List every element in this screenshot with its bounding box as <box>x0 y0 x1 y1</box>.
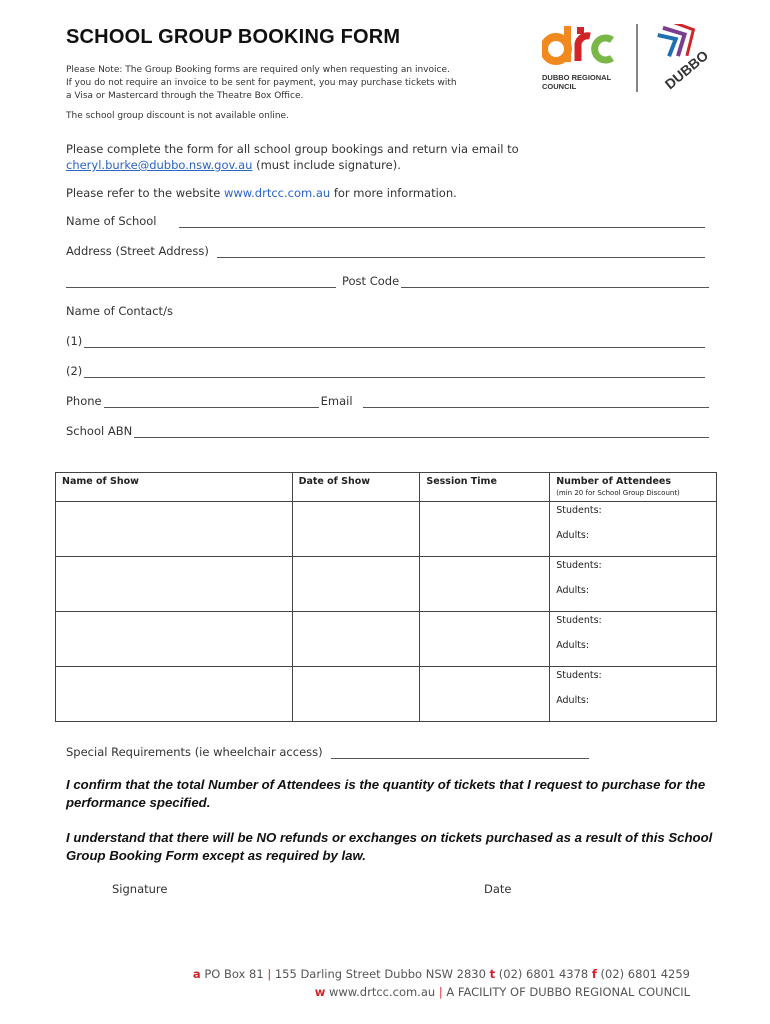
session-cell[interactable] <box>420 557 550 612</box>
adults-label: Adults: <box>556 640 590 651</box>
address-label: Address (Street Address) <box>66 244 209 258</box>
booking-table <box>55 472 717 722</box>
footer-f-key: f <box>591 967 597 981</box>
website-suffix: for more information. <box>330 186 457 200</box>
contact2-field <box>66 364 711 378</box>
students-label: Students: <box>556 505 602 516</box>
website-link[interactable]: www.drtcc.com.au <box>223 186 331 200</box>
form-title: SCHOOL GROUP BOOKING FORM <box>66 26 401 48</box>
footer-po-box: PO Box 81 <box>204 967 264 981</box>
footer-w-key: w <box>314 985 326 999</box>
discount-note: The school group discount is not available online. <box>66 111 289 121</box>
intro-text <box>66 141 716 173</box>
date-label: Date <box>484 882 512 896</box>
note-line: If you do not require an invoice to be sent for payment, you may purchase tickets with <box>66 78 457 88</box>
students-label: Students: <box>556 670 602 681</box>
footer-t-key: t <box>489 967 496 981</box>
attendees-cell[interactable] <box>550 557 717 612</box>
table-header-row <box>56 473 717 502</box>
signature-label: Signature <box>112 882 168 896</box>
footer-web-line: w www.drtcc.com.au | A FACILITY OF DUBBO REGIONAL COUNCIL <box>314 985 690 999</box>
show-cell[interactable] <box>56 502 293 557</box>
phone-label: Phone <box>66 394 102 408</box>
contact1-field <box>66 334 711 348</box>
post-code-label: Post Code <box>342 274 400 288</box>
post-code-input[interactable] <box>401 276 709 288</box>
council-name-line1: DUBBO REGIONAL <box>542 73 612 82</box>
dubbo-city-logo: DUBBO <box>661 47 712 93</box>
students-label: Students: <box>556 615 602 626</box>
address-field <box>66 244 711 258</box>
website-prefix: Please refer to the website <box>66 186 224 200</box>
table-row <box>56 502 717 557</box>
show-cell[interactable] <box>56 667 293 722</box>
footer-fax: (02) 6801 4259 <box>600 967 690 981</box>
special-requirements-input[interactable] <box>331 747 589 759</box>
school-name-label: Name of School <box>66 214 157 228</box>
attendees-header-sub: (min 20 for School Group Discount) <box>556 489 680 497</box>
intro-line2 <box>66 157 716 173</box>
attendees-cell[interactable] <box>550 612 717 667</box>
col-header-show: Name of Show <box>56 473 293 502</box>
session-cell[interactable] <box>420 667 550 722</box>
session-cell[interactable] <box>420 502 550 557</box>
special-requirements-label: Special Requirements (ie wheelchair access) <box>66 745 323 759</box>
col-header-attendees <box>550 473 717 502</box>
abn-input[interactable] <box>134 426 709 438</box>
address-input[interactable] <box>217 246 705 258</box>
footer-phone: (02) 6801 4378 <box>498 967 589 981</box>
confirm-quantity-text: I confirm that the total Number of Attendees is the quantity of tickets that I request to purchase for the performance specified. <box>66 777 706 810</box>
council-name-line2: COUNCIL <box>542 82 577 91</box>
note-line: Please Note: The Group Booking forms are required only when requesting an invoice. <box>66 65 450 75</box>
footer-contact-line: a PO Box 81 | 155 Darling Street Dubbo NSW 2830 t (02) 6801 4378 f (02) 6801 4259 <box>192 967 690 981</box>
address-line2-input[interactable] <box>66 276 336 288</box>
students-label: Students: <box>556 560 602 571</box>
abn-field <box>66 424 711 438</box>
contact1-input[interactable] <box>84 336 705 348</box>
invoice-note <box>66 64 526 103</box>
contacts-heading <box>66 304 711 318</box>
date-cell[interactable] <box>292 557 420 612</box>
adults-label: Adults: <box>556 695 590 706</box>
contact1-label: (1) <box>66 334 83 348</box>
show-cell[interactable] <box>56 557 293 612</box>
date-cell[interactable] <box>292 612 420 667</box>
special-requirements-field <box>66 745 591 759</box>
adults-label: Adults: <box>556 585 590 596</box>
email-input[interactable] <box>363 396 709 408</box>
col-header-session: Session Time <box>420 473 550 502</box>
show-cell[interactable] <box>56 612 293 667</box>
abn-label: School ABN <box>66 424 133 438</box>
table-row <box>56 557 717 612</box>
address-postcode-field <box>66 274 711 288</box>
confirm-refund-text: I understand that there will be NO refunds or exchanges on tickets purchased as a result of this School Group Booking Form except as required by law. <box>66 830 713 863</box>
intro-line1: Please complete the form for all school group bookings and return via email to <box>66 142 519 156</box>
footer-street: 155 Darling Street Dubbo NSW 2830 <box>274 967 486 981</box>
table-row <box>56 667 717 722</box>
website-text <box>66 185 457 201</box>
attendees-cell[interactable] <box>550 502 717 557</box>
email-label: Email <box>320 394 353 408</box>
phone-email-field <box>66 394 711 408</box>
contact-email-link[interactable]: cheryl.burke@dubbo.nsw.gov.au <box>66 158 253 172</box>
date-cell[interactable] <box>292 667 420 722</box>
date-cell[interactable] <box>292 502 420 557</box>
note-line: a Visa or Mastercard through the Theatre Box Office. <box>66 91 304 101</box>
council-logo-icon <box>542 24 717 96</box>
attendees-cell[interactable] <box>550 667 717 722</box>
session-cell[interactable] <box>420 612 550 667</box>
footer-a-key: a <box>192 967 201 981</box>
adults-label: Adults: <box>556 530 590 541</box>
school-name-input[interactable] <box>179 216 705 228</box>
school-name-field <box>66 214 711 228</box>
table-row <box>56 612 717 667</box>
attendees-header-label: Number of Attendees <box>556 476 671 487</box>
phone-input[interactable] <box>104 396 319 408</box>
col-header-date: Date of Show <box>292 473 420 502</box>
logos <box>542 24 717 96</box>
footer-website[interactable]: www.drtcc.com.au <box>328 985 436 999</box>
footer-facility: A FACILITY OF DUBBO REGIONAL COUNCIL <box>446 985 690 999</box>
contact2-label: (2) <box>66 364 83 378</box>
intro-line2-suffix: (must include signature). <box>252 158 401 172</box>
contact2-input[interactable] <box>84 366 705 378</box>
contacts-label: Name of Contact/s <box>66 304 173 318</box>
